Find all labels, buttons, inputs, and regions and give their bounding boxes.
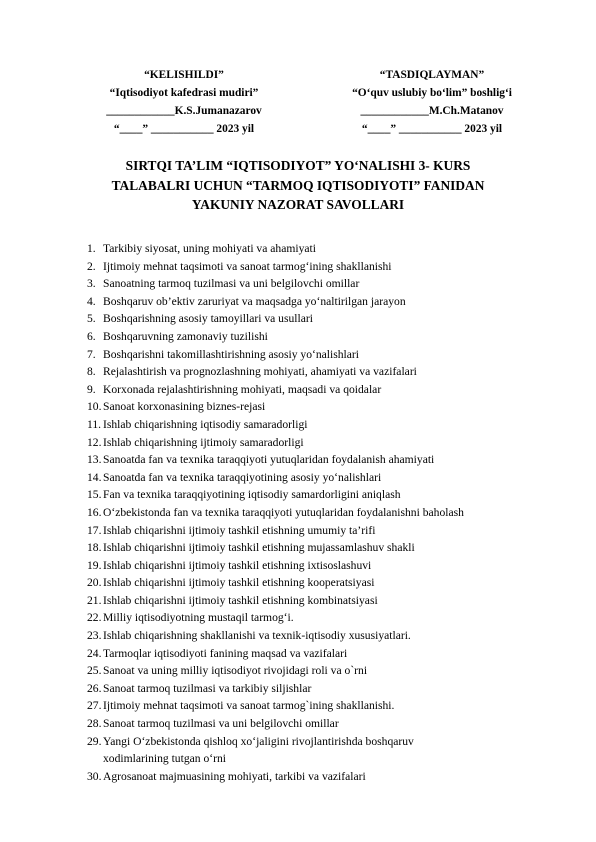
question-item	[0, 609, 596, 627]
question-item	[0, 557, 596, 575]
question-item	[0, 416, 596, 434]
question-text-line: Ishlab chiqarishning ijtimoiy samaradorligi	[103, 435, 304, 449]
question-text-line: Tarmoqlar iqtisodiyoti fanining maqsad va vazifalari	[103, 646, 348, 660]
question-item	[0, 434, 596, 452]
question-text-line: Sanoat va uning milliy iqtisodiyot rivojidagi roli va o`rni	[103, 664, 368, 678]
question-number: 20.	[87, 576, 102, 590]
question-number: 9.	[87, 382, 96, 396]
question-list	[0, 240, 596, 785]
question-text-line: Ishlab chiqarishni ijtimoiy tashkil etishning umumiy ta’rifi	[103, 523, 376, 537]
question-text	[103, 240, 596, 258]
question-text-line: Ishlab chiqarishni ijtimoiy tashkil etishning mujassamlashuv shakli	[103, 541, 415, 555]
question-text	[103, 486, 596, 504]
question-text-line: Yangi O‘zbekistonda qishloq xo‘jaligini rivojlantirishda boshqaruv	[103, 734, 414, 748]
question-number: 19.	[87, 558, 102, 572]
question-item	[0, 275, 596, 293]
question-text	[103, 539, 596, 557]
question-item	[0, 680, 596, 698]
question-number: 6.	[87, 329, 96, 343]
question-text	[103, 381, 596, 399]
question-text	[103, 258, 596, 276]
question-text-line: xodimlarining tutgan o‘rni	[103, 752, 227, 766]
question-item	[0, 240, 596, 258]
question-number: 27.	[87, 699, 102, 713]
question-number: 16.	[87, 505, 102, 519]
question-text-line: Sanoat tarmoq tuzilmasi va tarkibiy siljishlar	[103, 681, 312, 695]
question-text-line: Boshqarishning asosiy tamoyillari va usullari	[103, 312, 313, 326]
question-item	[0, 451, 596, 469]
question-text-line: Tarkibiy siyosat, uning mohiyati va ahamiyati	[103, 242, 316, 255]
question-item	[0, 645, 596, 663]
title-line: YAKUNIY NAZORAT SAVOLLARI	[191, 197, 405, 212]
question-number: 18.	[87, 541, 102, 555]
agreed-heading: “KELISHILDI”	[144, 69, 224, 81]
question-text	[103, 627, 596, 645]
question-item	[0, 592, 596, 610]
question-number: 17.	[87, 523, 102, 537]
question-text	[103, 416, 596, 434]
question-text	[103, 733, 596, 768]
question-text	[103, 346, 596, 364]
question-text	[103, 557, 596, 575]
question-text	[103, 434, 596, 452]
question-item	[0, 504, 596, 522]
question-number: 30.	[87, 769, 102, 783]
question-text-line: Milliy iqtisodiyotning mustaqil tarmog‘i.	[103, 611, 294, 625]
question-text	[103, 275, 596, 293]
question-number: 21.	[87, 593, 102, 607]
question-number: 29.	[87, 734, 102, 748]
question-text-line: Ishlab chiqarishni ijtimoiy tashkil etishning kombinatsiyasi	[103, 593, 378, 607]
question-number: 23.	[87, 629, 102, 643]
question-text	[103, 310, 596, 328]
approval-block-approved	[342, 66, 522, 138]
question-item	[0, 381, 596, 399]
question-text	[103, 574, 596, 592]
question-item	[0, 310, 596, 328]
question-text	[103, 398, 596, 416]
question-item	[0, 574, 596, 592]
approved-position: “O‘quv uslubiy bo‘lim” boshlig‘i	[352, 87, 512, 99]
question-number: 1.	[87, 242, 96, 255]
approval-block-agreed	[94, 66, 274, 138]
question-item	[0, 697, 596, 715]
approved-date-line: “____” ___________ 2023 yil	[361, 123, 503, 135]
question-text-line: Ishlab chiqarishni ijtimoiy tashkil etishning kooperatsiyasi	[103, 576, 375, 590]
question-text-line: O‘zbekistonda fan va texnika taraqqiyoti yutuqlaridan foydalanishni baholash	[103, 505, 464, 519]
question-text-line: Sanoatning tarmoq tuzilmasi va uni belgilovchi omillar	[103, 277, 360, 291]
question-text-line: Fan va texnika taraqqiyotining iqtisodiy samardorligini aniqlash	[103, 488, 401, 502]
question-text	[103, 680, 596, 698]
question-item	[0, 258, 596, 276]
question-text	[103, 451, 596, 469]
question-text-line: Ishlab chiqarishning iqtisodiy samaradorligi	[103, 417, 308, 431]
question-text	[103, 469, 596, 487]
question-text	[103, 697, 596, 715]
approved-signature-line: ____________M.Ch.Matanov	[360, 105, 504, 117]
question-number: 13.	[87, 453, 102, 467]
question-text	[103, 609, 596, 627]
question-text-line: Sanoat korxonasining biznes-rejasi	[103, 400, 266, 414]
document-title	[60, 156, 536, 215]
question-text	[103, 293, 596, 311]
question-text-line: Ishlab chiqarishning shakllanishi va texnik-iqtisodiy xususiyatlari.	[103, 629, 411, 643]
question-number: 4.	[87, 294, 96, 308]
question-text-line: Ishlab chiqarishni ijtimoiy tashkil etishning ixtisoslashuvi	[103, 558, 372, 572]
question-item	[0, 328, 596, 346]
question-item	[0, 733, 596, 768]
question-item	[0, 522, 596, 540]
question-number: 14.	[87, 470, 102, 484]
question-text	[103, 328, 596, 346]
question-text	[103, 768, 596, 786]
agreed-date-line: “____” ___________ 2023 yil	[113, 123, 255, 135]
question-text-line: Sanoatda fan va texnika taraqqiyotining asosiy yo‘nalishlari	[103, 470, 382, 484]
question-item	[0, 363, 596, 381]
question-text	[103, 715, 596, 733]
question-text-line: Boshqaruv ob’ektiv zaruriyat va maqsadga yo‘naltirilgan jarayon	[103, 294, 406, 308]
question-item	[0, 768, 596, 786]
question-text	[103, 504, 596, 522]
question-number: 24.	[87, 646, 102, 660]
question-text-line: Ijtimoiy mehnat taqsimoti va sanoat tarmog`ining shakllanishi.	[103, 699, 395, 713]
question-text-line: Boshqarishni takomillashtirishning asosiy yo‘nalishlari	[103, 347, 360, 361]
question-item	[0, 715, 596, 733]
question-item	[0, 346, 596, 364]
question-number: 22.	[87, 611, 102, 625]
question-text-line: Sanoat tarmoq tuzilmasi va uni belgilovchi omillar	[103, 717, 339, 731]
question-number: 25.	[87, 664, 102, 678]
question-text	[103, 662, 596, 680]
question-number: 11.	[87, 417, 102, 431]
question-number: 26.	[87, 681, 102, 695]
question-number: 2.	[87, 259, 96, 273]
question-text-line: Rejalashtirish va prognozlashning mohiyati, ahamiyati va vazifalari	[103, 365, 417, 379]
question-text-line: Ijtimoiy mehnat taqsimoti va sanoat tarmog‘ining shakllanishi	[103, 259, 392, 273]
question-item	[0, 293, 596, 311]
question-text	[103, 645, 596, 663]
title-line: TALABALRI UCHUN “TARMOQ IQTISODIYOTI” FANIDAN	[111, 177, 485, 193]
agreed-position: “Iqtisodiyot kafedrasi mudiri”	[109, 87, 259, 99]
question-text-line: Sanoatda fan va texnika taraqqiyoti yutuqlaridan foydalanish ahamiyati	[103, 453, 435, 467]
approved-heading: “TASDIQLAYMAN”	[379, 69, 485, 81]
question-number: 7.	[87, 347, 96, 361]
question-item	[0, 486, 596, 504]
question-item	[0, 662, 596, 680]
question-text	[103, 363, 596, 381]
question-number: 8.	[87, 365, 96, 379]
question-text-line: Boshqaruvning zamonaviy tuzilishi	[103, 329, 268, 343]
question-number: 10.	[87, 400, 102, 414]
question-text	[103, 592, 596, 610]
question-text-line: Agrosanoat majmuasining mohiyati, tarkibi va vazifalari	[103, 769, 366, 783]
question-number: 12.	[87, 435, 102, 449]
question-text-line: Korxonada rejalashtirishning mohiyati, maqsadi va qoidalar	[103, 382, 382, 396]
question-text	[103, 522, 596, 540]
question-number: 28.	[87, 717, 102, 731]
question-number: 15.	[87, 488, 102, 502]
question-item	[0, 398, 596, 416]
title-line: SIRTQI TA’LIM “IQTISODIYOT” YO‘NALISHI 3- KURS	[125, 158, 471, 173]
agreed-signature-line: ____________K.S.Jumanazarov	[106, 105, 262, 117]
question-item	[0, 627, 596, 645]
question-item	[0, 539, 596, 557]
question-item	[0, 469, 596, 487]
question-number: 3.	[87, 277, 96, 291]
question-number: 5.	[87, 312, 96, 326]
